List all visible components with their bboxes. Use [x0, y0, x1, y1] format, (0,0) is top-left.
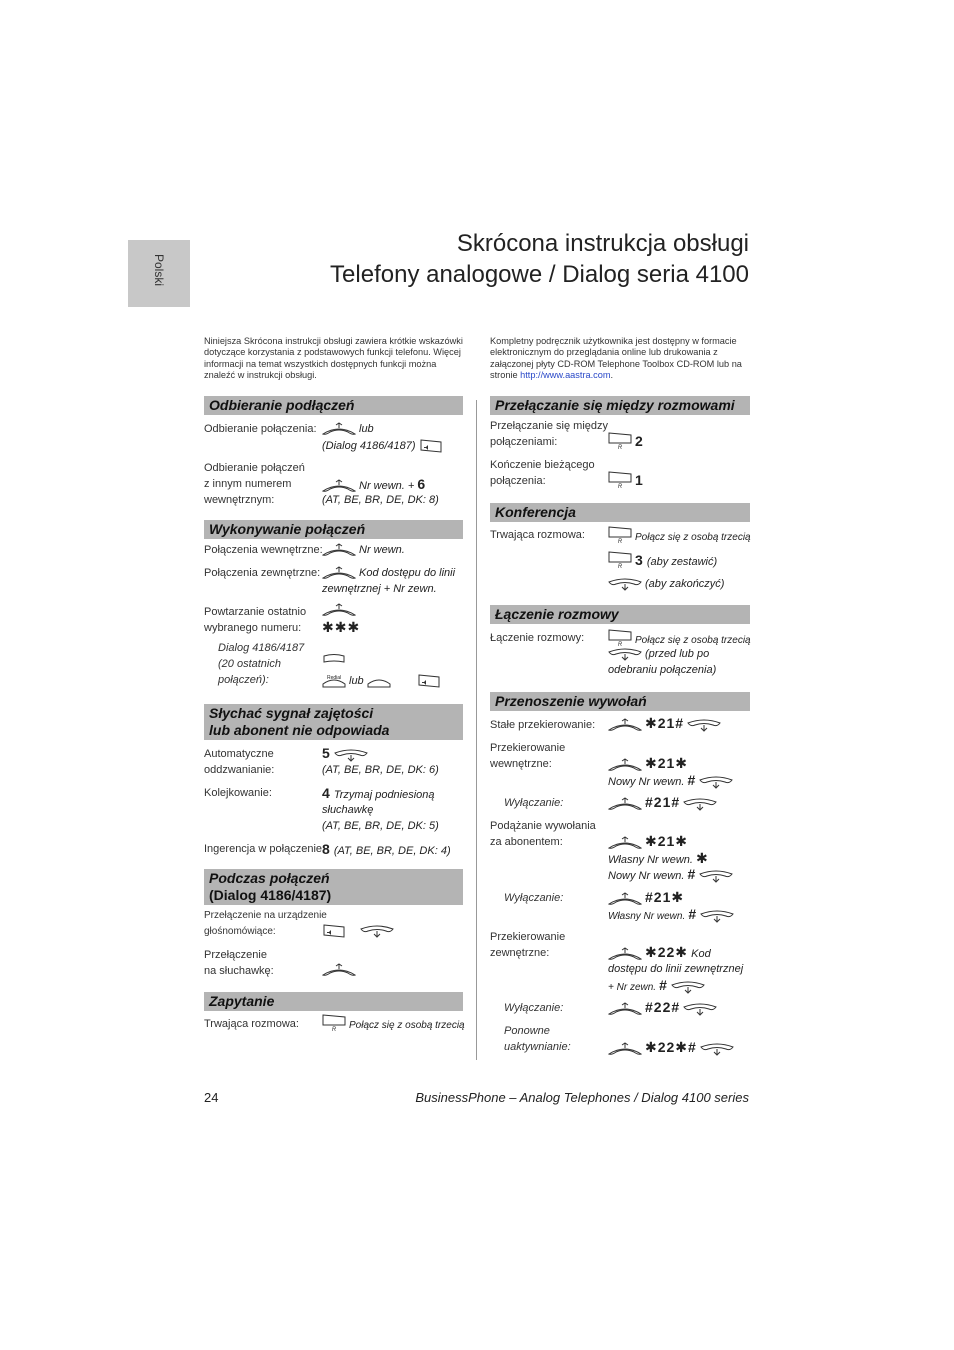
action-internal-calls: Nr wewn. [322, 542, 405, 558]
redial-key-icon: Redial [322, 654, 346, 681]
handset-lift-icon [608, 947, 642, 961]
page-title [330, 228, 749, 290]
action-conference-setup: R 3 (aby zestawić) [608, 551, 717, 570]
handset-lift-icon [608, 718, 642, 732]
section-heading-conference: Konferencja [490, 503, 750, 522]
action-cancel-2: #21✱ [608, 889, 684, 907]
action-cancel-3: #22# [608, 999, 720, 1017]
section-heading-during-calls: Podczas połączeń (Dialog 4186/4187) [204, 869, 463, 905]
language-label: Polski [152, 254, 166, 287]
label-answer-call: Odbieranie połączenia: [204, 423, 317, 435]
aastra-link[interactable]: http://www.aastra.com [520, 369, 611, 380]
action-internal-diversion: ✱21✱ [608, 755, 688, 773]
section-heading-making-calls: Wykonywanie połączeń [204, 520, 463, 539]
action-external-diversion-3: + Nr zewn. # [608, 977, 708, 996]
label-intrusion: Ingerencja w połączenie: [204, 843, 326, 855]
action-handsfree [322, 922, 397, 939]
action-external-diversion: ✱22✱ Kod [608, 944, 711, 962]
label-cancel-2: Wyłączanie: [504, 892, 564, 904]
action-external-calls: Kod dostępu do linii [322, 565, 455, 581]
handset-lift-icon [322, 422, 356, 436]
action-external-diversion-2: dostępu do linii zewnętrznej [608, 963, 744, 975]
handset-hangup-icon [334, 748, 368, 762]
label-reactivate: Ponowne uaktywnianie: [504, 1025, 571, 1053]
action-queue-2: słuchawkę [322, 804, 374, 816]
r-key-icon [322, 1014, 346, 1032]
section-heading-inquiry: Zapytanie [204, 992, 463, 1011]
action-redial: ✱✱✱ [322, 619, 361, 635]
action-conference-end: (aby zakończyć) [608, 576, 724, 592]
note-queue-country: (AT, BE, BR, DE, DK: 5) [322, 820, 439, 832]
handset-hangup-icon [671, 980, 705, 994]
section-heading-busy: Słychać sygnał zajętości lub abonent nie odpowiada [204, 704, 463, 740]
note-callback-country: (AT, BE, BR, DE, DK: 6) [322, 764, 439, 776]
softkey-icon [367, 674, 391, 688]
footer-title: BusinessPhone – Analog Telephones / Dialog 4100 series [415, 1090, 749, 1105]
label-conference-ongoing: Trwająca rozmowa: [490, 529, 585, 541]
svg-text:R: R [617, 484, 623, 489]
handset-hangup-icon [360, 924, 394, 938]
handset-lift-icon [608, 836, 642, 850]
svg-text:R: R [331, 1027, 337, 1032]
handset-lift-icon [608, 1002, 642, 1016]
action-follow-me: ✱21✱ [608, 833, 688, 851]
action-redial-dialog: lub [322, 672, 444, 689]
action-answer-other: Nr wewn. + 6 [322, 476, 426, 494]
softkey-icon [322, 674, 346, 688]
action-cancel-1: #21# [608, 794, 720, 812]
action-queue: 4 Trzymaj podniesioną [322, 785, 435, 801]
title-line-1: Skrócona instrukcja obsługi [456, 230, 749, 257]
section-heading-transfer: Łączenie rozmowy [490, 605, 750, 624]
handset-lift-icon [608, 1042, 642, 1056]
intro-left: Niniejsza Skrócona instrukcji obsługi zawiera krótkie wskazówki dotyczące korzystania z podstawowych funkcji telefonu. Więcej informacji na temat wszystkich dostępnych funkcji można znaleźć w instrukcji obsługi. [204, 336, 463, 380]
label-redial-dialog: Dialog 4186/4187 (20 ostatnich połączeń): [218, 642, 305, 686]
action-external-calls-2: zewnętrznej + Nr zewn. [322, 583, 437, 595]
handset-hangup-icon [683, 1002, 717, 1016]
svg-text:R: R [617, 642, 623, 647]
action-cancel-2b: Własny Nr wewn. # [608, 906, 737, 925]
label-end-current: Kończenie bieżącego połączenia: [490, 459, 595, 487]
r-key-icon [608, 432, 632, 450]
handset-hangup-icon [700, 909, 734, 923]
action-conference-connect: R Połącz się z osobą trzecią [608, 526, 751, 546]
page-number: 24 [204, 1090, 219, 1105]
label-transfer: Łączenie rozmowy: [490, 632, 585, 644]
handset-lift-icon [322, 962, 359, 978]
label-follow-me: Podążanie wywołania za abonentem: [490, 820, 596, 848]
action-internal-diversion-2: Nowy Nr wewn. # [608, 772, 736, 790]
action-switch-calls: R 2 [608, 432, 644, 451]
handset-lift-icon [322, 479, 356, 493]
intro-right: Kompletny podręcznik użytkownika jest dostępny w formacie elektronicznym do przeglądania online lub drukowania z załączonej płyty CD-ROM Telephone Toolbox CD-ROM lub na stronie http://www.aastra.com. [490, 336, 742, 380]
label-answer-other: Odbieranie połączeń z innym numerem wewnętrznym: [204, 462, 305, 506]
handset-lift-icon [608, 797, 642, 811]
handset-hangup-icon [699, 775, 733, 789]
action-callback: 5 [322, 745, 371, 763]
action-reactivate: ✱22✱# [608, 1039, 737, 1057]
handset-hangup-icon [699, 869, 733, 883]
handset-hangup-icon [608, 647, 642, 661]
label-handsfree: Przełączenie na urządzenie głośnomówiące: [204, 910, 327, 937]
label-switch-calls: Przełączanie się między połączeniami: [490, 420, 608, 448]
handset-hangup-icon [608, 577, 642, 591]
label-internal-calls: Połączenia wewnętrzne: [204, 544, 323, 556]
label-queue: Kolejkowanie: [204, 787, 272, 799]
handset-hangup-icon [700, 1042, 734, 1056]
action-answer-call: lub [322, 421, 374, 437]
svg-text:R: R [617, 539, 623, 544]
action-intrusion: 8 (AT, BE, BR, DE, DK: 4) [322, 841, 451, 857]
svg-text:R: R [617, 564, 623, 569]
action-follow-me-3: Nowy Nr wewn. # [608, 866, 736, 884]
speaker-key-icon [419, 437, 443, 453]
label-external-diversion: Przekierowanie zewnętrzne: [490, 931, 566, 959]
action-follow-me-2: Własny Nr wewn. ✱ [608, 850, 709, 866]
speaker-key-icon [417, 672, 441, 688]
label-callback: Automatyczne oddzwanianie: [204, 748, 275, 776]
label-cancel-1: Wyłączanie: [504, 797, 564, 809]
action-transfer: R Połącz się z osobą trzecią [608, 629, 751, 649]
handset-lift-icon [322, 602, 359, 618]
note-country-code: (AT, BE, BR, DE, DK: 8) [322, 494, 439, 506]
label-fixed-diversion: Stałe przekierowanie: [490, 719, 596, 731]
section-heading-switching: Przełączanie się między rozmowami [490, 396, 750, 415]
action-end-current: R 1 [608, 471, 644, 490]
r-key-icon [608, 629, 632, 647]
action-transfer-3: odebraniu połączenia) [608, 664, 717, 676]
label-inquiry-ongoing: Trwająca rozmowa: [204, 1018, 299, 1030]
label-internal-diversion: Przekierowanie wewnętrzne: [490, 742, 566, 770]
action-inquiry: R Połącz się z osobą trzecią [322, 1014, 465, 1034]
handset-hangup-icon [683, 797, 717, 811]
section-heading-answering: Odbieranie podłączeń [204, 396, 463, 415]
action-answer-call-alt: (Dialog 4186/4187) [322, 437, 446, 454]
action-fixed-diversion: ✱21# [608, 715, 724, 733]
column-divider [476, 400, 477, 1060]
action-transfer-2: (przed lub po [608, 646, 709, 662]
label-to-handset: Przełączenie na słuchawkę: [204, 949, 274, 977]
label-cancel-3: Wyłączanie: [504, 1002, 564, 1014]
section-heading-diversion: Przenoszenie wywołań [490, 692, 750, 711]
label-redial: Powtarzanie ostatnio wybranego numeru: [204, 606, 307, 634]
handset-hangup-icon [687, 718, 721, 732]
r-key-icon [608, 551, 632, 569]
handset-lift-icon [608, 758, 642, 772]
r-key-icon [608, 526, 632, 544]
handset-lift-icon [608, 892, 642, 906]
r-key-icon [608, 471, 632, 489]
label-external-calls: Połączenia zewnętrzne: [204, 567, 321, 579]
speaker-key-icon [322, 922, 346, 938]
title-line-2: Telefony analogowe / Dialog seria 4100 [330, 261, 749, 288]
handset-lift-icon [322, 566, 356, 580]
handset-lift-icon [322, 543, 356, 557]
language-tab [128, 240, 190, 307]
svg-text:R: R [617, 445, 623, 450]
